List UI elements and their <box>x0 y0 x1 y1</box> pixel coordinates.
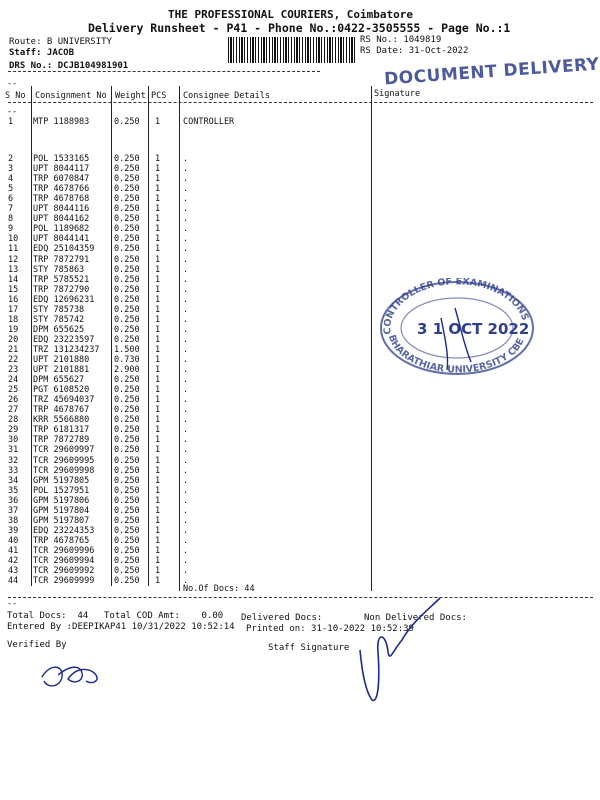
row-weight: 0.250 <box>114 304 140 315</box>
row-consignment: UPT 2101880 <box>33 355 90 365</box>
row-weight: 0.250 <box>114 254 140 265</box>
drs-number: DRS No.: DCJB104981901 <box>9 61 129 71</box>
table-row <box>0 234 600 244</box>
col-consignee: Consignee Details <box>183 91 270 101</box>
row-pcs: 1 <box>155 254 161 265</box>
row-weight: 0.250 <box>114 194 140 205</box>
row-weight: 0.250 <box>114 566 140 577</box>
row-weight: 0.250 <box>114 204 140 215</box>
row-weight: 0.250 <box>114 154 140 164</box>
row-sno: 36 <box>8 495 19 506</box>
row-sno: 12 <box>8 254 19 265</box>
row-pcs: 1 <box>155 505 161 516</box>
row-consignment: TRP 4678766 <box>33 184 90 195</box>
row-consignment: TRP 7872790 <box>33 284 90 295</box>
col-consignment: Consignment No <box>35 91 107 101</box>
row-sno: 9 <box>8 224 14 235</box>
row-pcs: 1 <box>155 365 161 376</box>
row-pcs: 1 <box>155 566 161 577</box>
row-weight: 0.250 <box>114 576 140 587</box>
row-consignment: TRP 4678768 <box>33 194 90 205</box>
table-row <box>0 244 600 254</box>
row-weight: 0.250 <box>114 415 140 426</box>
row-consignee: . <box>183 324 189 335</box>
row-consignment: GPM 5197804 <box>33 505 90 516</box>
row-consignment: EDQ 12696231 <box>33 294 95 305</box>
row-sno: 29 <box>8 425 19 436</box>
row-consignee: . <box>183 204 189 215</box>
row-sno: 14 <box>8 274 19 285</box>
row-sno: 31 <box>8 445 19 456</box>
row-sno: 33 <box>8 465 19 476</box>
row-consignment: UPT 2101881 <box>33 365 90 376</box>
table-row <box>0 576 600 586</box>
row-weight: 0.250 <box>114 435 140 446</box>
row-consignee: . <box>183 525 189 536</box>
table-row <box>0 265 600 275</box>
table-row <box>0 224 600 234</box>
row-consignee: . <box>183 344 189 355</box>
table-row <box>0 496 600 506</box>
row-sno: 34 <box>8 475 19 486</box>
table-row <box>0 466 600 476</box>
row-pcs: 1 <box>155 525 161 536</box>
row-sno: 20 <box>8 334 19 345</box>
row-weight: 0.250 <box>114 385 140 396</box>
row-consignment: EDQ 23223597 <box>33 334 95 345</box>
row-weight: 0.250 <box>114 314 140 325</box>
row-consignee: . <box>183 445 189 456</box>
row-pcs: 1 <box>155 184 161 195</box>
row-sno: 30 <box>8 435 19 446</box>
row-sno: 15 <box>8 284 19 295</box>
row-consignment: TCR 29609997 <box>33 445 95 456</box>
row-consignee: . <box>183 515 189 526</box>
delivered-docs: Delivered Docs: <box>241 613 323 623</box>
row-sno: 35 <box>8 485 19 496</box>
row-consignee: . <box>183 475 189 486</box>
row-pcs: 1 <box>155 435 161 446</box>
row-consignment: TRP 7872789 <box>33 435 90 446</box>
row-sno: 25 <box>8 385 19 396</box>
row-consignee: . <box>183 505 189 516</box>
row-consignment: UPT 8044116 <box>33 204 90 215</box>
row-consignee: . <box>183 294 189 305</box>
row-consignee: . <box>183 334 189 345</box>
row-consignee: . <box>183 455 189 466</box>
row-weight: 0.250 <box>114 465 140 476</box>
row-weight: 0.250 <box>114 234 140 245</box>
row-weight: 0.250 <box>114 274 140 285</box>
seal-date: 3 1 OCT 2022 <box>417 320 530 338</box>
row-consignment: KRR 5566880 <box>33 415 90 426</box>
row-consignment: GPM 5197806 <box>33 495 90 506</box>
table-row <box>0 506 600 516</box>
table-row <box>0 214 600 224</box>
row-consignment: STY 785738 <box>33 304 85 315</box>
row-pcs: 1 <box>155 334 161 345</box>
row-consignment: TRP 4678767 <box>33 405 90 416</box>
row-pcs: 1 <box>155 535 161 546</box>
row-consignment: TCR 29609996 <box>33 545 95 556</box>
row-consignee: . <box>183 435 189 446</box>
row-weight: 0.250 <box>114 445 140 456</box>
no-of-docs: No.Of Docs: 44 <box>183 584 255 594</box>
table-row <box>0 395 600 405</box>
row-consignment: TRZ 131234237 <box>33 344 100 355</box>
row-sno: 40 <box>8 535 19 546</box>
table-row <box>0 415 600 425</box>
col-pcs: PCS <box>151 91 167 101</box>
route-label: Route: B UNIVERSITY <box>9 37 112 47</box>
seal-bottom-text: BHARATHIAR UNIVERSITY CBE <box>385 333 527 376</box>
table-row <box>0 546 600 556</box>
divider-marks: -- <box>7 79 18 89</box>
row-weight: 0.250 <box>114 224 140 235</box>
row-weight: 0.250 <box>114 475 140 486</box>
row-sno: 18 <box>8 314 19 325</box>
row-pcs: 1 <box>155 324 161 335</box>
row-pcs: 1 <box>155 576 161 587</box>
table-row <box>0 566 600 576</box>
row-weight: 0.250 <box>114 405 140 416</box>
row-consignee: . <box>183 234 189 245</box>
row-consignee: . <box>183 264 189 275</box>
university-seal <box>375 278 535 378</box>
row-weight: 0.250 <box>114 164 140 175</box>
row-consignment: UPT 8044162 <box>33 214 90 225</box>
divider-marks: -- <box>7 599 18 609</box>
row-pcs: 1 <box>155 284 161 295</box>
row-consignee: . <box>183 274 189 285</box>
row-weight: 2.900 <box>114 365 140 376</box>
row-consignee: . <box>183 405 189 416</box>
row-sno: 5 <box>8 184 14 195</box>
col-signature: Signature <box>374 89 421 99</box>
row-consignment: STY 785863 <box>33 264 85 275</box>
row-consignee: . <box>183 194 189 205</box>
row-consignment: TCR 29609995 <box>33 455 95 466</box>
table-row <box>0 194 600 204</box>
staff-label: Staff: JACOB <box>9 48 75 58</box>
row-weight: 0.250 <box>114 495 140 506</box>
col-sno: S No <box>5 91 26 101</box>
row-pcs: 1 <box>155 164 161 175</box>
row-consignment: EDQ 25104359 <box>33 244 95 255</box>
row-pcs: 1 <box>155 274 161 285</box>
row-consignment: DPM 655627 <box>33 375 85 386</box>
row-consignee: . <box>183 184 189 195</box>
row-weight: 0.250 <box>114 395 140 406</box>
row-consignment: UPT 8044141 <box>33 234 90 245</box>
row-pcs: 1 <box>155 224 161 235</box>
row-pcs: 1 <box>155 154 161 164</box>
entered-by: Entered By :DEEPIKAP41 10/31/2022 10:52:14 <box>7 622 235 632</box>
row-weight: 0.250 <box>114 184 140 195</box>
row-weight: 0.250 <box>114 485 140 496</box>
row-pcs: 1 <box>155 314 161 325</box>
row-pcs: 1 <box>155 405 161 416</box>
total-cod: Total COD Amt: 0.00 <box>104 611 224 621</box>
row-sno: 27 <box>8 405 19 416</box>
staff-signature-label: Staff Signature <box>268 643 350 653</box>
row-consignee: . <box>183 174 189 185</box>
row-sno: 3 <box>8 164 14 175</box>
rs-number: RS No.: 1049819 <box>360 35 442 45</box>
non-delivered-docs: Non Delivered Docs: <box>364 613 467 623</box>
row-weight: 0.250 <box>114 324 140 335</box>
row-pcs: 1 <box>155 485 161 496</box>
row-consignee: . <box>183 566 189 577</box>
row-pcs: 1 <box>155 515 161 526</box>
row-consignee: . <box>183 314 189 325</box>
row-pcs: 1 <box>155 244 161 255</box>
row-consignment: TRP 6181317 <box>33 425 90 436</box>
row-sno: 21 <box>8 344 19 355</box>
row-pcs: 1 <box>155 385 161 396</box>
non-delivered-signature <box>352 592 452 712</box>
row-sno: 6 <box>8 194 14 205</box>
row-consignee: . <box>183 365 189 376</box>
row-consignment: POL 1533165 <box>33 154 90 164</box>
row-pcs: 1 <box>155 344 161 355</box>
table-row <box>0 556 600 566</box>
table-row <box>0 476 600 486</box>
row-sno: 17 <box>8 304 19 315</box>
row-pcs: 1 <box>155 355 161 365</box>
row-consignee: . <box>183 244 189 255</box>
verified-by: Verified By <box>7 640 67 650</box>
table-row <box>0 405 600 415</box>
row-pcs: 1 <box>155 375 161 386</box>
row-weight: 0.250 <box>114 545 140 556</box>
row-sno: 7 <box>8 204 14 215</box>
table-row <box>0 255 600 265</box>
row-sno: 42 <box>8 556 19 566</box>
row-weight: 0.250 <box>114 556 140 566</box>
table-row <box>0 456 600 466</box>
row-sno: 13 <box>8 264 19 275</box>
svg-text:BHARATHIAR UNIVERSITY CBE <box>386 333 527 375</box>
row-sno: 8 <box>8 214 14 225</box>
row-pcs: 1 <box>155 556 161 566</box>
row-sno: 16 <box>8 294 19 305</box>
divider-bottom <box>8 597 593 598</box>
row-consignment: POL 1189682 <box>33 224 90 235</box>
row-consignee: . <box>183 556 189 566</box>
row-sno: 28 <box>8 415 19 426</box>
row-consignee: . <box>183 385 189 396</box>
row-weight: 0.250 <box>114 264 140 275</box>
row-weight: 0.250 <box>114 505 140 516</box>
row-pcs: 1 <box>155 304 161 315</box>
row-consignee: . <box>183 425 189 436</box>
row-pcs: 1 <box>155 234 161 245</box>
row-consignee: . <box>183 495 189 506</box>
document-delivery-stamp: DOCUMENT DELIVERY <box>383 54 600 90</box>
row-sno: 1 <box>8 117 14 127</box>
row-consignee: CONTROLLER <box>183 117 235 127</box>
row-consignee: . <box>183 465 189 476</box>
table-row <box>0 435 600 445</box>
row-pcs: 1 <box>155 214 161 225</box>
row-pcs: 1 <box>155 264 161 275</box>
row-sno: 44 <box>8 576 19 587</box>
divider-top <box>8 71 320 72</box>
row-consignment: TRZ 45694037 <box>33 395 95 406</box>
row-weight: 0.250 <box>114 425 140 436</box>
row-weight: 0.250 <box>114 375 140 386</box>
row-consignment: EDQ 23224353 <box>33 525 95 536</box>
divider-marks: -- <box>7 107 18 117</box>
row-sno: 43 <box>8 566 19 577</box>
row-weight: 0.250 <box>114 117 140 127</box>
row-weight: 0.250 <box>114 244 140 255</box>
row-sno: 39 <box>8 525 19 536</box>
row-pcs: 1 <box>155 425 161 436</box>
table-row <box>0 174 600 184</box>
row-consignment: TRP 6070847 <box>33 174 90 185</box>
row-consignment: POL 1527951 <box>33 485 90 496</box>
table-row <box>0 526 600 536</box>
row-pcs: 1 <box>155 475 161 486</box>
row-sno: 38 <box>8 515 19 526</box>
table-row <box>0 536 600 546</box>
table-row <box>0 117 600 127</box>
row-sno: 41 <box>8 545 19 556</box>
row-weight: 0.250 <box>114 525 140 536</box>
barcode <box>228 37 355 63</box>
row-sno: 4 <box>8 174 14 185</box>
row-pcs: 1 <box>155 395 161 406</box>
row-pcs: 1 <box>155 445 161 456</box>
row-consignment: TCR 29609992 <box>33 566 95 577</box>
row-consignee: . <box>183 224 189 235</box>
row-weight: 0.250 <box>114 174 140 185</box>
row-consignment: TRP 5785521 <box>33 274 90 285</box>
row-sno: 37 <box>8 505 19 516</box>
row-weight: 0.730 <box>114 355 140 365</box>
row-consignee: . <box>183 164 189 175</box>
row-pcs: 1 <box>155 465 161 476</box>
row-sno: 10 <box>8 234 19 245</box>
row-consignment: STY 785742 <box>33 314 85 325</box>
runsheet-title: Delivery Runsheet - P41 - Phone No.:0422-3505555 - Page No.:1 <box>88 21 511 35</box>
table-row <box>0 486 600 496</box>
row-sno: 26 <box>8 395 19 406</box>
table-row <box>0 164 600 174</box>
table-row <box>0 385 600 395</box>
seal-top-text: CONTROLLER OF EXAMINATIONS <box>382 278 531 335</box>
row-weight: 0.250 <box>114 515 140 526</box>
row-pcs: 1 <box>155 455 161 466</box>
row-weight: 0.250 <box>114 284 140 295</box>
row-consignment: TCR 29609999 <box>33 576 95 587</box>
row-consignee: . <box>183 535 189 546</box>
table-row <box>0 516 600 526</box>
total-docs: Total Docs: 44 <box>7 611 89 621</box>
row-consignment: GPM 5197807 <box>33 515 90 526</box>
row-pcs: 1 <box>155 294 161 305</box>
row-pcs: 1 <box>155 117 161 127</box>
row-consignee: . <box>183 415 189 426</box>
table-row <box>0 184 600 194</box>
company-title: THE PROFESSIONAL COURIERS, Coimbatore <box>168 8 414 21</box>
row-sno: 19 <box>8 324 19 335</box>
row-consignee: . <box>183 395 189 406</box>
row-consignment: TRP 4678765 <box>33 535 90 546</box>
row-consignee: . <box>183 375 189 386</box>
row-consignee: . <box>183 485 189 496</box>
row-sno: 2 <box>8 154 14 164</box>
row-weight: 1.500 <box>114 344 140 355</box>
row-consignee: . <box>183 545 189 556</box>
row-consignee: . <box>183 355 189 365</box>
row-consignment: DPM 655625 <box>33 324 85 335</box>
printed-on: Printed on: 31-10-2022 10:52:39 <box>246 624 414 634</box>
row-consignment: TRP 7872791 <box>33 254 90 265</box>
verified-signature <box>36 655 116 695</box>
table-row <box>0 204 600 214</box>
row-consignment: MTP 1188983 <box>33 117 90 127</box>
row-weight: 0.250 <box>114 294 140 305</box>
rs-date: RS Date: 31-Oct-2022 <box>360 46 469 56</box>
row-weight: 0.250 <box>114 535 140 546</box>
row-consignment: TCR 29609998 <box>33 465 95 476</box>
row-consignee: . <box>183 154 189 164</box>
row-consignment: PGT 6108520 <box>33 385 90 396</box>
row-pcs: 1 <box>155 204 161 215</box>
table-row <box>0 425 600 435</box>
row-consignee: . <box>183 284 189 295</box>
row-consignee: . <box>183 214 189 225</box>
row-consignment: TCR 29609994 <box>33 556 95 566</box>
row-weight: 0.250 <box>114 455 140 466</box>
table-row <box>0 445 600 455</box>
row-consignment: GPM 5197805 <box>33 475 90 486</box>
row-consignee: . <box>183 576 189 587</box>
row-sno: 24 <box>8 375 19 386</box>
row-pcs: 1 <box>155 194 161 205</box>
row-pcs: 1 <box>155 495 161 506</box>
row-pcs: 1 <box>155 174 161 185</box>
row-pcs: 1 <box>155 545 161 556</box>
col-weight: Weight <box>115 91 146 101</box>
row-consignment: UPT 8044117 <box>33 164 90 175</box>
row-sno: 32 <box>8 455 19 466</box>
row-weight: 0.250 <box>114 214 140 225</box>
row-pcs: 1 <box>155 415 161 426</box>
row-consignee: . <box>183 304 189 315</box>
row-weight: 0.250 <box>114 334 140 345</box>
row-sno: 23 <box>8 365 19 376</box>
row-consignee: . <box>183 254 189 265</box>
row-sno: 11 <box>8 244 19 255</box>
divider-header <box>8 102 593 103</box>
table-row <box>0 154 600 164</box>
row-sno: 22 <box>8 355 19 365</box>
